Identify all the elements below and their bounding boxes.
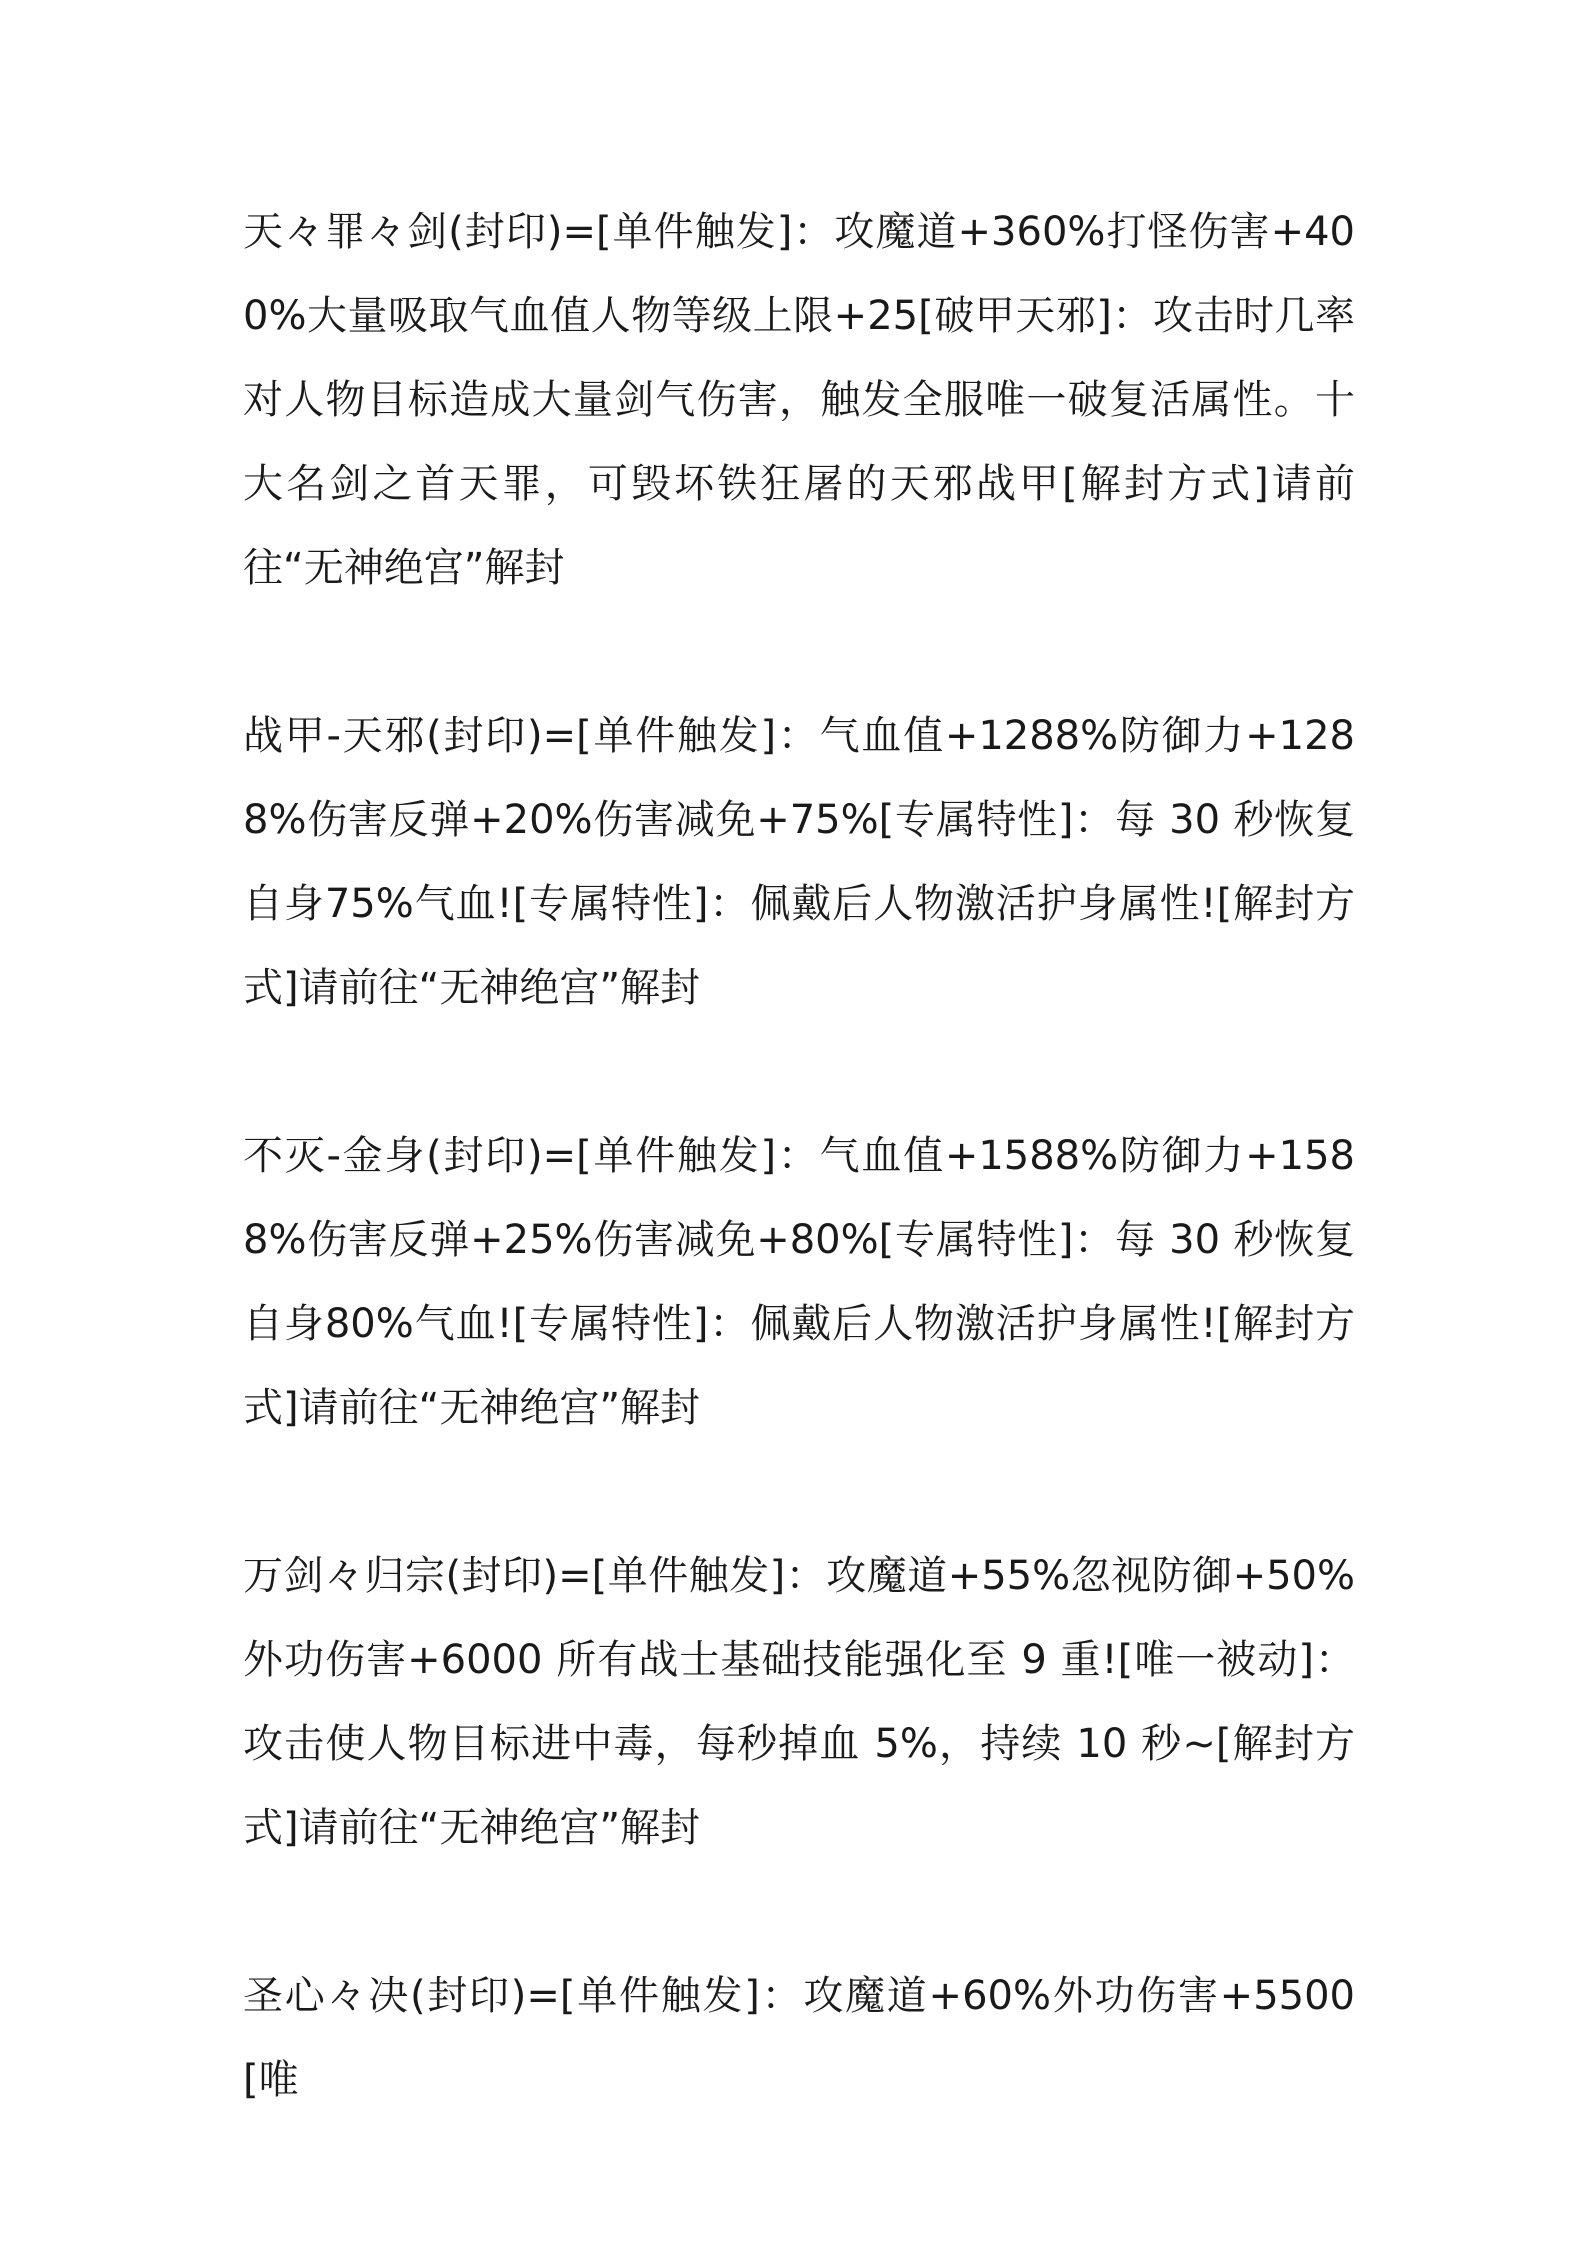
paragraph-shengxin-jue: 圣心々决(封印)=[单件触发]：攻魔道+60%外功伤害+5500[唯 <box>243 1973 1355 2103</box>
paragraph-tianzui-sword: 天々罪々剑(封印)=[单件触发]：攻魔道+360%打怪伤害+400%大量吸取气血值人物等级上限+25[破甲天邪]：攻击时几率对人物目标造成大量剑气伤害，触发全服唯一破复活属性。十大名剑之首天罪，可毁坏铁狂屠的天邪战甲[解封方式]请前往“无神绝宫”解封 <box>243 209 1355 591</box>
paragraph-tianxie-armor: 战甲-天邪(封印)=[单件触发]：气血值+1288%防御力+1288%伤害反弹+20%伤害减免+75%[专属特性]：每 30 秒恢复自身75%气血![专属特性]：佩戴后人物激活护身属性![解封方式]请前往“无神绝宫”解封 <box>243 713 1355 1011</box>
paragraph-bumie-jinshen: 不灭-金身(封印)=[单件触发]：气血值+1588%防御力+1588%伤害反弹+25%伤害减免+80%[专属特性]：每 30 秒恢复自身80%气血![专属特性]：佩戴后人物激活护身属性![解封方式]请前往“无神绝宫”解封 <box>243 1133 1355 1431</box>
paragraph-wanjian-guizong: 万剑々归宗(封印)=[单件触发]：攻魔道+55%忽视防御+50%外功伤害+6000 所有战士基础技能强化至 9 重![唯一被动]：攻击使人物目标进中毒，每秒掉血 5%，持续 10 秒~[解封方式]请前往“无神绝宫”解封 <box>243 1553 1355 1851</box>
document-body <box>243 190 1355 2122</box>
